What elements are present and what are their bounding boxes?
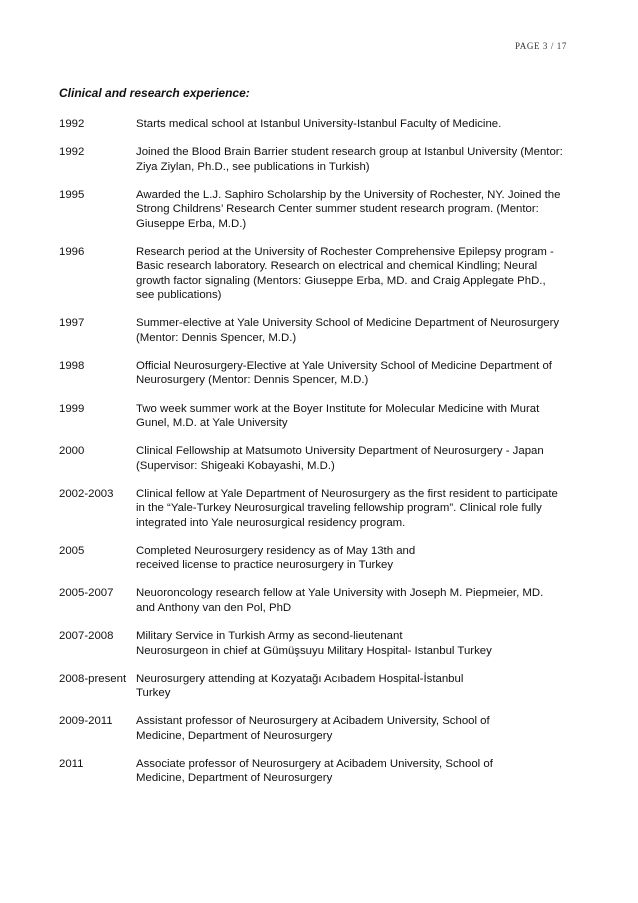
entry-description-line: (Supervisor: Shigeaki Kobayashi, M.D.) — [136, 459, 335, 472]
entry-description-line: Assistant professor of Neurosurgery at Acibadem University, School of — [136, 715, 490, 728]
entry-year: 2002-2003 — [59, 487, 114, 500]
entry-description-line: Research period at the University of Rochester Comprehensive Epilepsy program - — [136, 245, 554, 258]
entry-description-line: and Anthony van den Pol, PhD — [136, 601, 292, 614]
entry-year: 2009-2011 — [59, 715, 113, 728]
experience-entry — [59, 245, 584, 303]
experience-entry — [59, 117, 584, 132]
entry-year: 1998 — [59, 359, 85, 372]
entry-description — [136, 444, 584, 473]
entry-description-line: Awarded the L.J. Saphiro Scholarship by the University of Rochester, NY. Joined the — [136, 188, 561, 201]
entry-description-line: (Mentor: Dennis Spencer, M.D.) — [136, 331, 297, 344]
entry-description-line: Completed Neurosurgery residency as of May 13th and — [136, 544, 416, 557]
entry-year: 1992 — [59, 146, 85, 159]
entry-description-line: integrated into Yale neurosurgical residency program. — [136, 516, 406, 529]
entry-description — [136, 316, 584, 345]
experience-entry — [59, 544, 584, 573]
experience-entry — [59, 586, 584, 615]
experience-entry — [59, 629, 584, 658]
experience-entry — [59, 757, 584, 786]
experience-entry — [59, 714, 584, 743]
experience-entry — [59, 402, 584, 431]
entry-year: 2008-present — [59, 672, 127, 685]
entry-description-line: Medicine, Department of Neurosurgery — [136, 729, 333, 742]
entry-description-line: Joined the Blood Brain Barrier student research group at Istanbul University (Mentor: — [136, 146, 563, 159]
entry-description-line: Neurosurgeon in chief at Gümüşsuyu Military Hospital- Istanbul Turkey — [136, 644, 492, 657]
entry-description-line: growth factor signaling (Mentors: Giuseppe Erba, MD. and Craig Applegate PhD., — [136, 274, 546, 287]
experience-entry — [59, 672, 584, 701]
entry-description — [136, 117, 584, 132]
entry-year: 2011 — [59, 757, 84, 770]
entry-description-line: Two week summer work at the Boyer Institute for Molecular Medicine with Murat — [136, 402, 540, 415]
experience-entry — [59, 316, 584, 345]
entry-description — [136, 487, 584, 531]
entry-year: 1996 — [59, 245, 85, 258]
entry-description — [136, 402, 584, 431]
entry-description-line: Official Neurosurgery-Elective at Yale University School of Medicine Department of — [136, 359, 552, 372]
experience-entry — [59, 359, 584, 388]
entry-description-line: Starts medical school at Istanbul University-Istanbul Faculty of Medicine. — [136, 118, 502, 130]
entry-description — [136, 544, 584, 573]
entry-description-line: Basic research laboratory. Research on electrical and chemical Kindling; Neural — [136, 260, 538, 273]
entry-description — [136, 757, 584, 786]
entry-description-line: Summer-elective at Yale University School of Medicine Department of Neurosurgery — [136, 317, 560, 330]
entry-description-line: Associate professor of Neurosurgery at Acibadem University, School of — [136, 757, 493, 770]
entry-description — [136, 714, 584, 743]
entry-description-line: Strong Childrens’ Research Center summer student research program. (Mentor: — [136, 203, 539, 216]
entry-description-line: Ziya Ziylan, Ph.D., see publications in Turkish) — [136, 160, 370, 173]
entry-description-line: Turkey — [136, 687, 171, 700]
entry-description-line: Clinical Fellowship at Matsumoto University Department of Neurosurgery - Japan — [136, 445, 544, 458]
page-number: PAGE 3 / 17 — [514, 41, 567, 51]
entry-description-line: in the “Yale-Turkey Neurosurgical traveling fellowship program”. Clinical role fully — [136, 502, 542, 515]
section-title: Clinical and research experience: — [59, 86, 250, 100]
entry-year: 1995 — [59, 188, 85, 201]
entry-year: 2005-2007 — [59, 587, 114, 600]
entry-description-line: Medicine, Department of Neurosurgery — [136, 772, 333, 785]
entry-description-line: Neuoroncology research fellow at Yale University with Joseph M. Piepmeier, MD. — [136, 587, 544, 600]
entry-year: 2000 — [59, 445, 85, 458]
entry-description-line: Clinical fellow at Yale Department of Neurosurgery as the first resident to participate — [136, 487, 558, 500]
entry-description-line: Gunel, M.D. at Yale University — [136, 417, 288, 430]
entry-description-line: Military Service in Turkish Army as second-lieutenant — [136, 630, 403, 643]
entry-description — [136, 359, 584, 388]
entry-description — [136, 586, 584, 615]
entry-description-line: Neurosurgery attending at Kozyatağı Acıbadem Hospital-İstanbul — [136, 672, 464, 685]
entry-year: 1997 — [59, 317, 85, 330]
entry-year: 2007-2008 — [59, 630, 114, 643]
experience-entry — [59, 188, 584, 232]
entry-description — [136, 245, 584, 303]
entry-description-line: see publications) — [136, 289, 222, 302]
entry-year: 1999 — [59, 402, 85, 415]
entry-description — [136, 188, 584, 232]
entry-description-line: received license to practice neurosurgery in Turkey — [136, 559, 394, 572]
experience-entry — [59, 145, 584, 174]
entry-description-line: Neurosurgery (Mentor: Dennis Spencer, M.D.) — [136, 374, 369, 387]
entry-year: 1992 — [59, 118, 85, 130]
entry-description — [136, 672, 584, 701]
experience-entry — [59, 487, 584, 531]
entry-description — [136, 145, 584, 174]
experience-list — [59, 117, 584, 799]
entry-description-line: Giuseppe Erba, M.D.) — [136, 217, 247, 230]
entry-year: 2005 — [59, 544, 85, 557]
experience-entry — [59, 444, 584, 473]
entry-description — [136, 629, 584, 658]
